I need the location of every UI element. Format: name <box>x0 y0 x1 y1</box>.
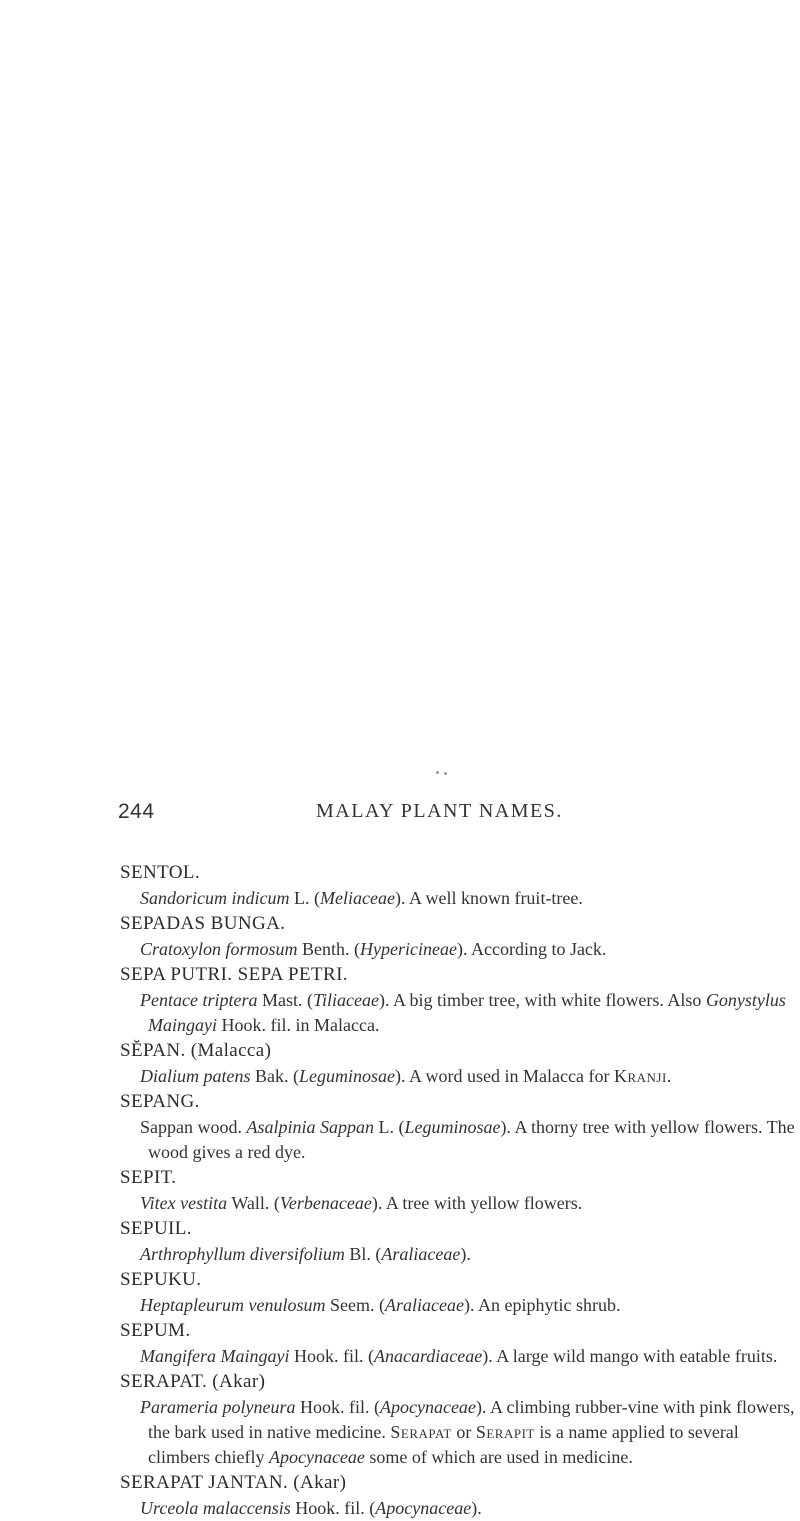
entry <box>120 1165 800 1216</box>
family-name: Araliaceae <box>381 1244 461 1264</box>
note: A well known fruit-tree. <box>408 888 583 908</box>
entry <box>120 860 800 911</box>
definition: Cratoxylon formosum Benth. (Hypericineae). According to Jack. <box>140 939 607 959</box>
definition: Sandoricum indicum L. (Meliaceae). A well known fruit-tree. <box>140 888 583 908</box>
authority: Bak. <box>255 1066 289 1086</box>
headword: SEPANG. <box>120 1091 200 1112</box>
family-name: Hypericineae <box>360 939 457 959</box>
entry <box>120 1089 800 1165</box>
family-name: Anacardiaceae <box>373 1346 483 1366</box>
definition: Urceola malaccensis Hook. fil. (Apocynaceae). <box>140 1498 482 1518</box>
cross-reference: Kranji. <box>613 1066 672 1086</box>
headword: SEPUM. <box>120 1320 191 1341</box>
page-number: 244 <box>118 800 155 823</box>
species-name: Dialium patens <box>140 1066 251 1086</box>
authority: L. <box>293 888 310 908</box>
lead-text: Sappan wood. <box>140 1117 242 1137</box>
family-name: Leguminosae <box>299 1066 395 1086</box>
family-name: Apocynaceae <box>375 1498 472 1518</box>
headword: SENTOL. <box>120 862 201 883</box>
species-name: Mangifera Maingayi <box>140 1346 290 1366</box>
entry <box>120 1267 800 1318</box>
entry <box>120 1318 800 1369</box>
authority: L. <box>378 1117 395 1137</box>
running-title: MALAY PLANT NAMES. <box>316 800 563 822</box>
entry-list <box>120 860 800 1521</box>
entry <box>120 1470 800 1521</box>
species-name: Arthrophyllum diversifolium <box>140 1244 345 1264</box>
family-name: Meliaceae <box>319 888 395 908</box>
entry <box>120 911 800 962</box>
entry <box>120 962 800 1038</box>
definition: Mangifera Maingayi Hook. fil. (Anacardiaceae). A large wild mango with eatable fruits. <box>140 1346 778 1366</box>
definition: Parameria polyneura Hook. fil. (Apocynaceae). A climbing rubber-vine with pink flowers, the bark used in native medicine. Serapat or Serapit is a name applied to several climbers chiefly Apocynaceae some of which are used in medicine. <box>140 1397 795 1467</box>
headword: SERAPAT. (Akar) <box>120 1371 266 1392</box>
definition: Arthrophyllum diversifolium Bl. (Araliaceae). <box>140 1244 471 1264</box>
species-name: Vitex vestita <box>140 1193 228 1213</box>
authority: Hook. fil. <box>293 1346 364 1366</box>
headword: SEPUKU. <box>120 1269 202 1290</box>
note: A thorny tree with yellow flowers. The wood gives a red dye. <box>148 1117 795 1162</box>
definition: Sappan wood. Asalpinia Sappan L. (Leguminosae). A thorny tree with yellow flowers. The wood gives a red dye. <box>140 1117 795 1162</box>
note: A climbing rubber-vine with pink flowers, the bark used in native medicine. <box>148 1397 795 1442</box>
ink-speck <box>444 772 447 775</box>
headword: SEPIT. <box>120 1167 177 1188</box>
authority: Hook. fil. <box>299 1397 370 1417</box>
authority-secondary: Hook. fil. in Malacca. <box>221 1015 380 1035</box>
authority: Bl. <box>349 1244 371 1264</box>
variant-name: Serapat <box>390 1422 452 1442</box>
note: A large wild mango with eatable fruits. <box>496 1346 778 1366</box>
note: A word used in Malacca for <box>409 1066 610 1086</box>
species-name: Asalpinia Sappan <box>246 1117 375 1137</box>
authority: Wall. <box>231 1193 270 1213</box>
note: According to Jack. <box>470 939 607 959</box>
authority: Mast. <box>261 990 303 1010</box>
entry <box>120 1038 800 1089</box>
note: A big timber tree, with white flowers. Also <box>392 990 702 1010</box>
definition: Dialium patens Bak. (Leguminosae). A word used in Malacca for Kranji. <box>140 1066 672 1086</box>
species-name: Urceola malaccensis <box>140 1498 291 1518</box>
running-header <box>118 800 718 830</box>
headword: SĔPAN. (Malacca) <box>120 1040 272 1061</box>
conjunction: or <box>456 1422 472 1442</box>
species-name-secondary: Gonystylus Maingayi <box>148 990 786 1035</box>
variant-name: Serapit <box>475 1422 535 1442</box>
family-name: Apocynaceae <box>379 1397 476 1417</box>
headword: SEPUIL. <box>120 1218 192 1239</box>
note: An epiphytic shrub. <box>477 1295 621 1315</box>
species-name: Sandoricum indicum <box>140 888 290 908</box>
authority: Seem. <box>329 1295 375 1315</box>
entry <box>120 1216 800 1267</box>
family-name: Araliaceae <box>384 1295 464 1315</box>
family-name-inline: Apocynaceae <box>268 1447 365 1467</box>
definition: Vitex vestita Wall. (Verbenaceae). A tree with yellow flowers. <box>140 1193 583 1213</box>
authority: Hook. fil. <box>295 1498 365 1518</box>
definition: Pentace triptera Mast. (Tiliaceae). A big timber tree, with white flowers. Also Gonystylus Maingayi Hook. fil. in Malacca. <box>140 990 786 1035</box>
species-name: Cratoxylon formosum <box>140 939 298 959</box>
note-end: some of which are used in medicine. <box>369 1447 633 1467</box>
definition: Heptapleurum venulosum Seem. (Araliaceae). An epiphytic shrub. <box>140 1295 621 1315</box>
species-name: Parameria polyneura <box>140 1397 296 1417</box>
species-name: Pentace triptera <box>140 990 258 1010</box>
headword: SEPADAS BUNGA. <box>120 913 286 934</box>
entry <box>120 1369 800 1470</box>
headword: SERAPAT JANTAN. (Akar) <box>120 1472 347 1493</box>
headword: SEPA PUTRI. SEPA PETRI. <box>120 964 348 985</box>
ink-speck <box>436 771 439 774</box>
family-name: Verbenaceae <box>279 1193 372 1213</box>
family-name: Leguminosae <box>404 1117 501 1137</box>
note-continued: is a name applied to several climbers chiefly <box>148 1422 739 1467</box>
authority: Benth. <box>302 939 350 959</box>
species-name: Heptapleurum venulosum <box>140 1295 326 1315</box>
note: A tree with yellow flowers. <box>385 1193 583 1213</box>
family-name: Tiliaceae <box>312 990 379 1010</box>
